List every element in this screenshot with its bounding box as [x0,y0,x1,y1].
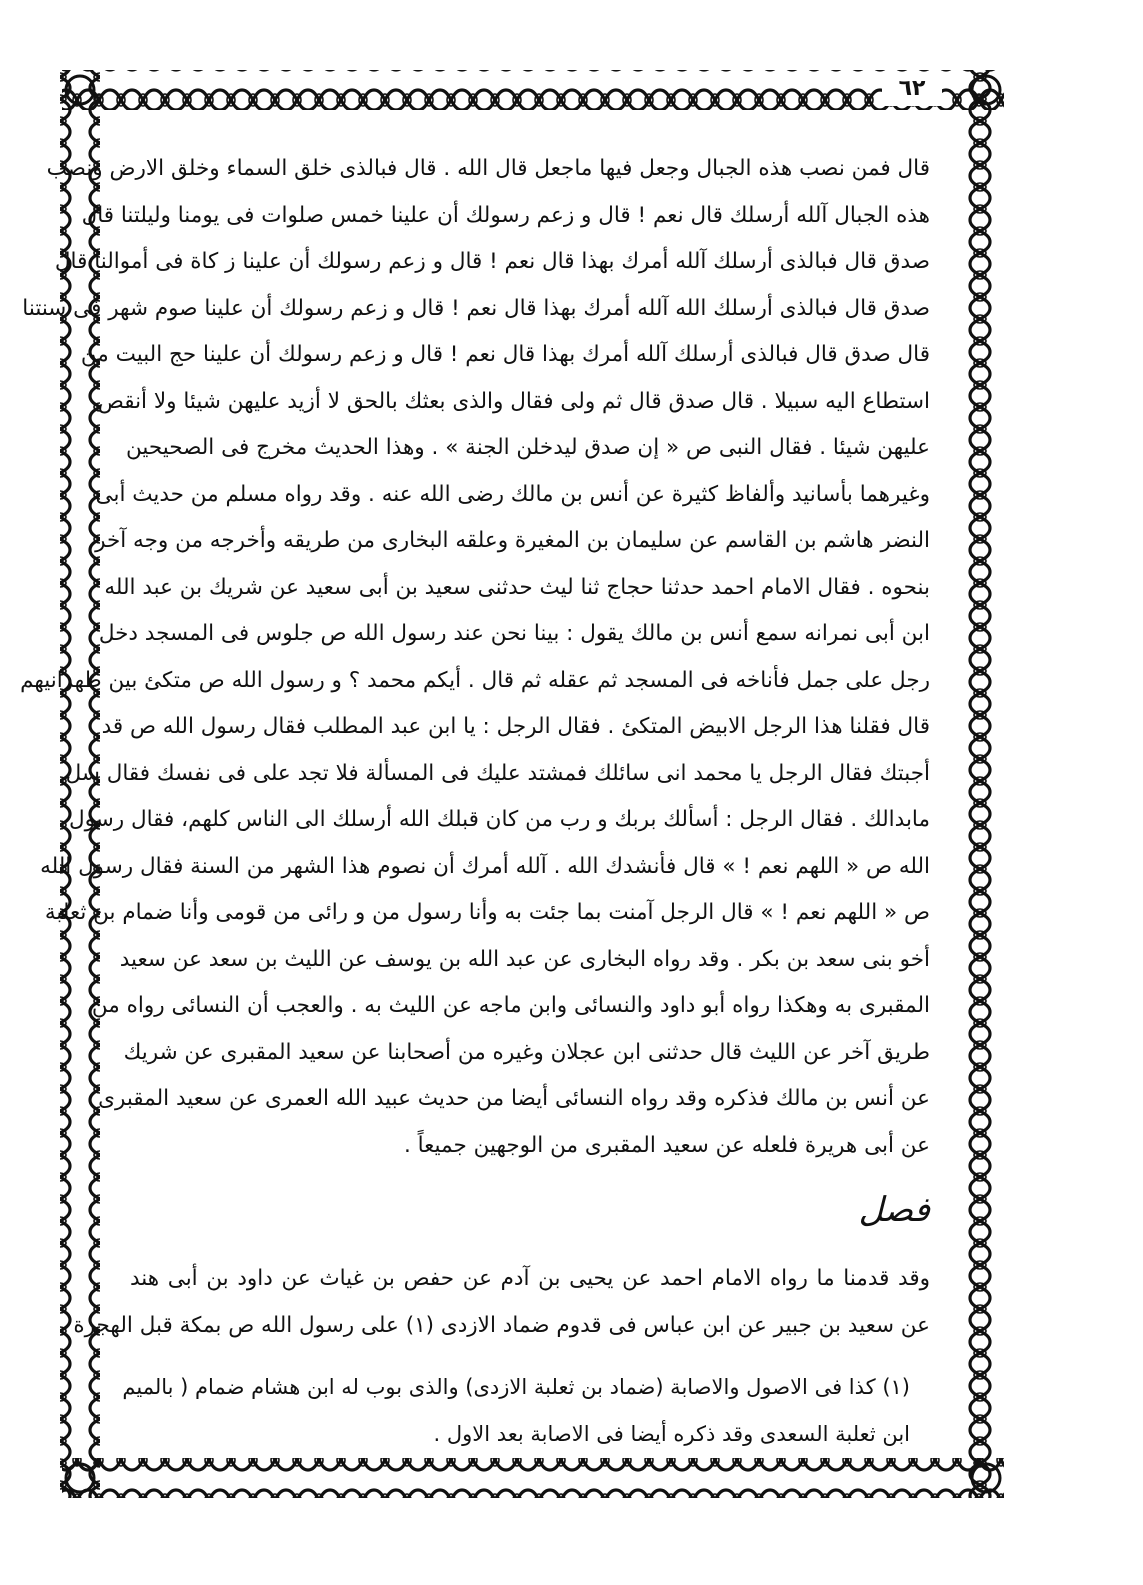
text-line: قال صدق قال فبالذى أرسلك آلله أمرك بهذا قال نعم ! قال و زعم رسولك أن علينا حج البيت من [80,342,930,367]
text-line: الله ص « اللهم نعم ! » قال فأنشدك الله . آلله أمرك أن نصوم هذا الشهر من السنة فقال رسول الله [40,853,930,879]
text-line: أخو بنى سعد بن بكر . وقد رواه البخارى عن عبد الله بن يوسف عن الليث بن سعد عن سعيد [119,946,930,972]
section-heading: فصل [858,1190,930,1230]
footnote-line: ابن ثعلبة السعدى وقد ذكره أيضا فى الاصابة بعد الاول . [433,1421,910,1446]
text-line: المقبرى به وهكذا رواه أبو داود والنسائى وابن ماجه عن الليث به . والعجب أن النسائى رواه من [91,993,930,1018]
text-line: استطاع اليه سبيلا . قال صدق قال ثم ولى فقال والذى بعثك بالحق لا أزيد عليهن شيئا ولا أنقص [97,388,930,414]
text-line: صدق قال فبالذى أرسلك الله آلله أمرك بهذا قال نعم ! قال و زعم رسولك أن علينا صوم شهر فى سنتنا [22,295,930,321]
text-line: عليهن شيئا . فقال النبى ص « إن صدق ليدخلن الجنة » . وهذا الحديث مخرج فى الصحيحين [125,435,930,460]
text-line: قال فمن نصب هذه الجبال وجعل فيها ماجعل قال الله . قال فبالذى خلق السماء وخلق الارض ونصب [46,156,930,181]
text-line: هذه الجبال آلله أرسلك قال نعم ! قال و زعم رسولك أن علينا خمس صلوات فى يومنا وليلتنا قال [81,202,930,228]
footnote [122,1365,910,1458]
text-line: طريق آخر عن الليث قال حدثنى ابن عجلان وغيره من أصحابنا عن سعيد المقبرى عن شريك [123,1039,930,1065]
text-line: وغيرهما بأسانيد وألفاظ كثيرة عن أنس بن مالك رضى الله عنه . وقد رواه مسلم من حديث أبى [95,481,930,507]
text-line: بنحوه . فقال الامام احمد حدثنا حجاج ثنا ليث حدثنى سعيد بن أبى سعيد عن شريك بن عبد الله [104,574,930,600]
text-line: صدق قال فبالذى أرسلك آلله أمرك بهذا قال نعم ! قال و زعم رسولك أن علينا ز كاة فى أموالنا قال [54,249,930,274]
text-line: قال فقلنا هذا الرجل الابيض المتكئ . فقال الرجل : يا ابن عبد المطلب فقال رسول الله ص قد [101,714,930,739]
main-text-block [20,146,930,1169]
text-line: عن أبى هريرة فلعله عن سعيد المقبرى من الوجهين جميعاً . [403,1132,930,1158]
text-line: ابن أبى نمرانه سمع أنس بن مالك يقول : بينا نحن عند رسول الله ص جلوس فى المسجد دخل [98,621,930,646]
text-line: عن سعيد بن جبير عن ابن عباس فى قدوم ضماد الازدى (١) على رسول الله ص بمكة قبل الهجرة [73,1312,930,1338]
footnote-line: (١) كذا فى الاصول والاصابة (ضماد بن ثعلبة الازدى) والذى بوب له ابن هشام ضمام ( بالميم [122,1375,910,1399]
text-line: وقد قدمنا ما رواه الامام احمد عن يحيى بن آدم عن حفص بن غياث عن داود بن أبى هند [130,1266,930,1291]
text-line: رجل على جمل فأناخه فى المسجد ثم عقله ثم قال . أيكم محمد ؟ و رسول الله ص متكئ بين ظهرانيهم [20,667,930,693]
text-line: النضر هاشم بن القاسم عن سليمان بن المغيرة وعلقه البخارى من طريقه وأخرجه من وجه آخر [95,528,930,553]
text-line: عن أنس بن مالك فذكره وقد رواه النسائى أيضا من حديث عبيد الله العمرى عن سعيد المقبرى [98,1086,930,1111]
page-number: ٦٢ [882,72,942,106]
text-line: أجبتك فقال الرجل يا محمد انى سائلك فمشتد عليك فى المسألة فلا تجد على فى نفسك فقال سل [65,760,930,786]
section-text-block [73,1257,930,1350]
text-line: ص « اللهم نعم ! » قال الرجل آمنت بما جئت به وأنا رسول من و رائى من قومى وأنا ضمام بن ثعلبة [44,900,930,925]
text-line: مابدالك . فقال الرجل : أسألك بربك و رب من كان قبلك الله أرسلك الى الناس كلهم، فقال رسول [69,807,930,832]
